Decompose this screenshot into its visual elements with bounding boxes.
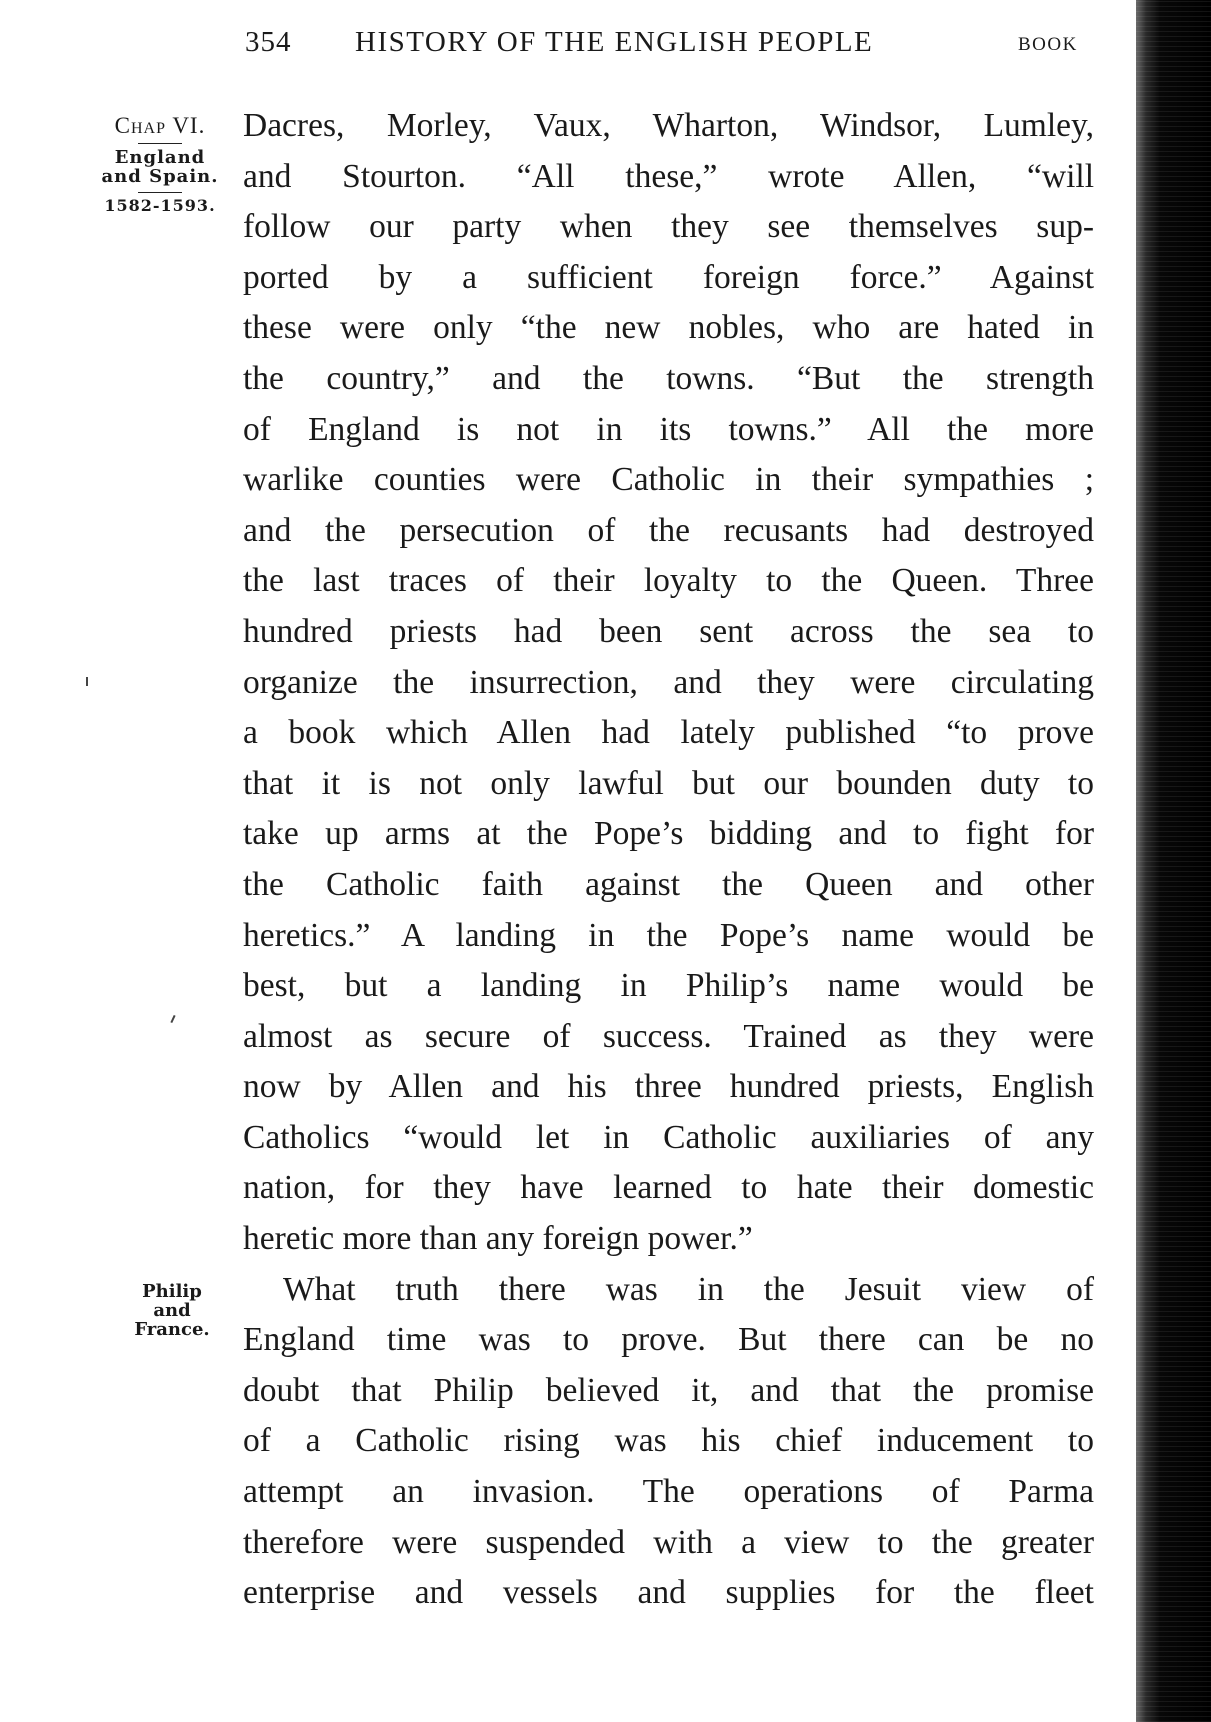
paragraph-1 — [243, 101, 1094, 1265]
section-margin-note — [112, 1283, 232, 1340]
text-line: What truth there was in the Jesuit view of — [283, 1270, 1094, 1308]
page-number: 354 — [245, 26, 292, 58]
paragraph-2 — [243, 1265, 1094, 1619]
scan-edge — [1136, 0, 1211, 1722]
text-line: ported by a sufficient foreign force.” Against — [243, 258, 1094, 296]
text-line: and the persecution of the recusants had destroyed — [243, 511, 1094, 549]
date-range: 1582-1593. — [104, 195, 216, 215]
section-line-2: and — [153, 1299, 191, 1321]
text-line: nation, for they have learned to hate their domestic — [243, 1169, 1094, 1207]
section-line-3: France. — [134, 1318, 210, 1340]
scan-speck — [86, 677, 88, 686]
text-line: heretic more than any foreign power.” — [243, 1220, 753, 1258]
text-line: heretics.” A landing in the Pope’s name would be — [243, 916, 1094, 954]
chapter-margin-note — [95, 114, 225, 215]
text-line: attempt an invasion. The operations of Parma — [243, 1473, 1094, 1511]
text-line: of England is not in its towns.” All the more — [243, 410, 1094, 448]
text-line: warlike counties were Catholic in their sympathies ; — [243, 461, 1094, 499]
text-line: take up arms at the Pope’s bidding and to fight for — [243, 815, 1094, 853]
text-line: almost as secure of success. Trained as they were — [243, 1017, 1094, 1055]
text-line: follow our party when they see themselves sup- — [243, 208, 1094, 246]
margin-rule — [138, 143, 182, 144]
text-line: doubt that Philip believed it, and that the promise — [243, 1371, 1094, 1409]
text-line: enterprise and vessels and supplies for the fleet — [243, 1574, 1094, 1612]
text-line: a book which Allen had lately published “to prove — [243, 714, 1094, 752]
text-line: and Stourton. “All these,” wrote Allen, “will — [243, 157, 1094, 195]
text-line: therefore were suspended with a view to the greater — [243, 1523, 1094, 1561]
running-title: HISTORY OF THE ENGLISH PEOPLE — [355, 26, 874, 58]
text-line: hundred priests had been sent across the sea to — [243, 612, 1094, 650]
chapter-label: Chap VI. — [114, 113, 206, 138]
text-line: the last traces of their loyalty to the Queen. Three — [243, 562, 1094, 600]
margin-rule — [138, 192, 182, 193]
text-line: of a Catholic rising was his chief inducement to — [243, 1422, 1094, 1460]
scan-speck — [170, 1015, 175, 1023]
text-line: Catholics “would let in Catholic auxiliaries of any — [243, 1118, 1094, 1156]
text-line: Dacres, Morley, Vaux, Wharton, Windsor, Lumley, — [243, 107, 1094, 144]
topic-line-1: England — [114, 147, 206, 169]
text-line: the country,” and the towns. “But the strength — [243, 359, 1094, 397]
section-line-1: Philip — [142, 1281, 202, 1302]
text-line: organize the insurrection, and they were circulating — [243, 663, 1094, 701]
running-head — [0, 22, 1136, 66]
book-label: BOOK — [1018, 34, 1078, 55]
text-line: these were only “the new nobles, who are hated in — [243, 309, 1094, 347]
topic-line-2: and Spain. — [101, 166, 219, 188]
body-text — [243, 101, 1094, 1619]
text-line: now by Allen and his three hundred priests, English — [243, 1068, 1094, 1106]
text-line: best, but a landing in Philip’s name would be — [243, 967, 1094, 1005]
text-line: that it is not only lawful but our bounden duty to — [243, 764, 1094, 802]
text-line: the Catholic faith against the Queen and other — [243, 865, 1094, 903]
text-line: England time was to prove. But there can be no — [243, 1321, 1094, 1359]
